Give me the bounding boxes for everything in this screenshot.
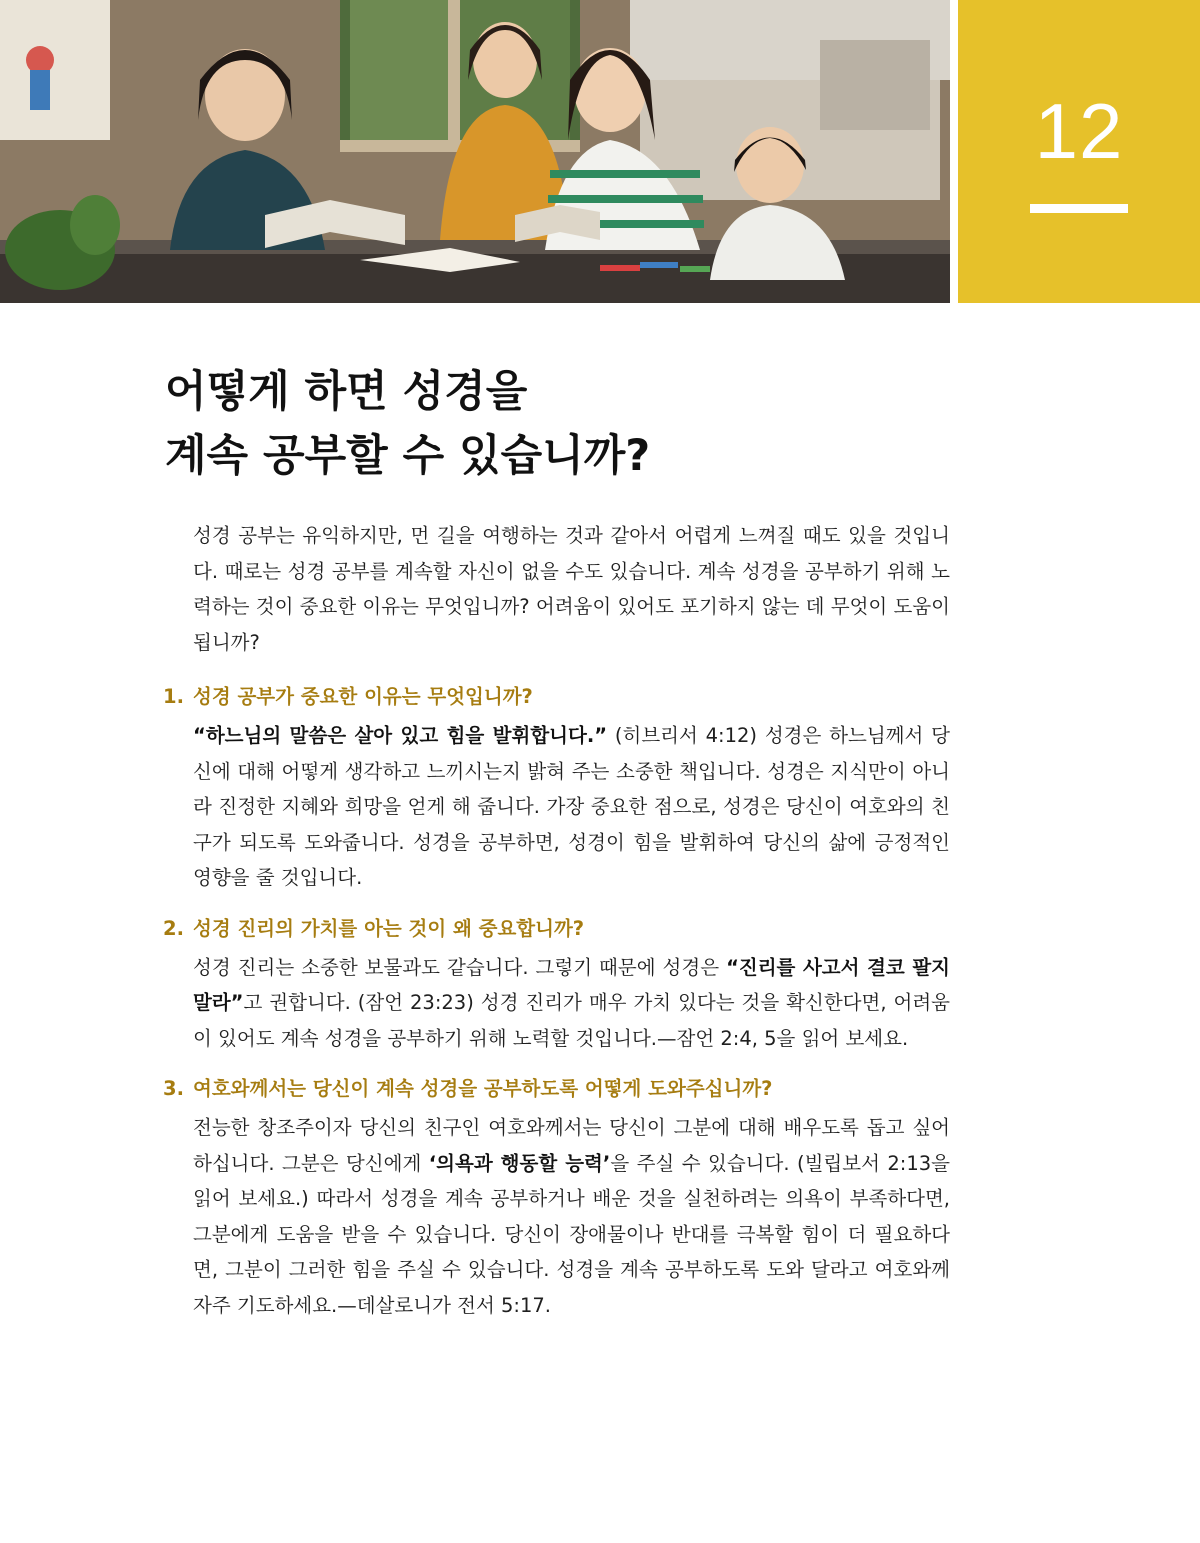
section-2-paragraph <box>193 950 950 1057</box>
section-3-quote: ‘의욕과 행동할 능력’ <box>428 1151 611 1175</box>
article-body <box>163 518 950 1323</box>
section-3-paragraph <box>193 1110 950 1323</box>
section-2-quote: “진리를 사고서 결코 팔지 말라” <box>193 955 950 1014</box>
chapter-number: 12 <box>1034 87 1124 175</box>
chapter-number-underline <box>1030 204 1128 213</box>
hero-photo <box>0 0 950 303</box>
section-2-body-end: 고 권합니다. (잠언 23:23) 성경 진리가 매우 가치 있다는 것을 확신한다면, 어려움이 있어도 계속 성경을 공부하기 위해 노력할 것입니다.—잠언 2:4, 5을 읽어 보세요. <box>193 991 950 1050</box>
section-2-heading <box>163 914 950 944</box>
chapter-badge <box>958 0 1200 303</box>
section-1-heading-text: 성경 공부가 중요한 이유는 무엇입니까? <box>193 685 533 708</box>
section-1-heading <box>163 682 950 712</box>
section-1-body: (히브리서 4:12) 성경은 하느님께서 당신에 대해 어떻게 생각하고 느끼시는지 밝혀 주는 소중한 책입니다. 성경은 지식만이 아니라 진정한 지혜와 희망을 얻게 해 줍니다. 가장 중요한 점으로, 성경은 당신이 여호와의 친구가 되도록 도와줍니다. 성경을 공부하면, 성경이 힘을 발휘하여 당신의 삶에 긍정적인 영향을 줄 것입니다. <box>193 724 950 889</box>
section-1-quote: “하느님의 말씀은 살아 있고 힘을 발휘합니다.” <box>193 724 608 747</box>
title-line-2: 계속 공부할 수 있습니까? <box>165 431 651 481</box>
title-line-1: 어떻게 하면 성경을 <box>165 367 528 417</box>
section-3-number: 3. <box>163 1077 184 1100</box>
intro-paragraph: 성경 공부는 유익하지만, 먼 길을 여행하는 것과 같아서 어렵게 느껴질 때도 있을 것입니다. 때로는 성경 공부를 계속할 자신이 없을 수도 있습니다. 계속 성경을 공부하기 위해 노력하는 것이 중요한 이유는 무엇입니까? 어려움이 있어도 포기하지 않는 데 무엇이 도움이 됩니까? <box>193 524 950 654</box>
section-2-heading-text: 성경 진리의 가치를 아는 것이 왜 중요합니까? <box>193 916 585 940</box>
section-2-body-start: 성경 진리는 소중한 보물과도 같습니다. 그렇기 때문에 성경은 <box>193 955 727 979</box>
section-3-heading-text: 여호와께서는 당신이 계속 성경을 공부하도록 어떻게 도와주십니까? <box>193 1077 773 1100</box>
section-3-body-start: 전능한 창조주이자 당신의 친구인 여호와께서는 당신이 그분에 대해 배우도록 돕고 싶어 하십니다. 그분은 당신에게 <box>193 1116 950 1175</box>
section-3-heading <box>163 1074 950 1104</box>
section-1-paragraph <box>193 718 950 896</box>
section-3-body-end: 을 주실 수 있습니다. (빌립보서 2:13을 읽어 보세요.) 따라서 성경을 계속 공부하거나 배운 것을 실천하려는 의욕이 부족하다면, 그분에게 도움을 받을 수 있습니다. 당신이 장애물이나 반대를 극복할 힘이 더 필요하다면, 그분이 그러한 힘을 주실 수 있습니다. 성경을 계속 공부하도록 도와 달라고 여호와께 자주 기도하세요.—데살로니가 전서 5:17. <box>193 1151 950 1317</box>
hero-illustration <box>0 0 950 303</box>
section-2-number: 2. <box>163 916 184 940</box>
section-1-number: 1. <box>163 685 184 708</box>
page-title <box>165 360 965 488</box>
